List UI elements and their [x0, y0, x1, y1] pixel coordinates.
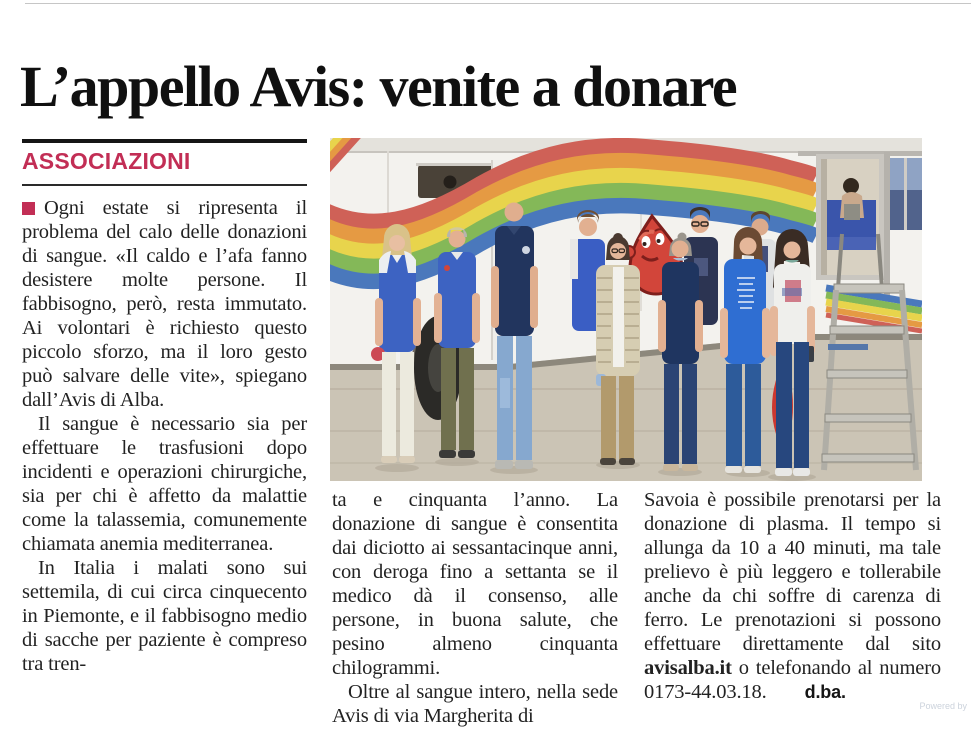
- paragraph: In Italia i malati sono sui settemila, di cui circa cinquecento in Piemonte, e il fabbisogno medio di sacche per paziente è compreso tra tren-: [22, 557, 307, 675]
- article-column-right: [644, 488, 941, 729]
- paragraph: Oltre al sangue intero, nella sede Avis di via Margherita di: [332, 681, 618, 727]
- paragraph: [644, 488, 941, 704]
- paragraph-text: Savoia è possibile prenotarsi per la donazione di plasma. Il tempo si allunga da 10 a 40 minuti, ma tale prelievo è più leggero e tollerabile anche da chi soffre di carenza di ferro. Le prenotazioni si possono effettuare direttamente dal sito: [644, 489, 941, 655]
- paragraph: ta e cinquanta l’anno. La donazione di sangue è consentita dai diciotto ai sessantacinque anni, con deroga fino a settanta se il medico dà il consenso, alle persone, in buona salute, che pesino almeno cinquanta chilogrammi.: [332, 489, 618, 679]
- article-column-middle: [332, 488, 618, 729]
- paragraph-text: Ogni estate si ripresenta il problema del calo delle donazioni di sangue. «Il caldo e l’afa fanno desistere molte persone. Il fabbisogno, però, resta immutato. Ai volontari è richiesto questo piccolo sforzo, ma il loro gesto può salvare delle vite», spiegano dall’Avis di Alba.: [22, 197, 307, 411]
- kicker-rule-bottom: [22, 184, 307, 186]
- article-column-left: [22, 196, 307, 729]
- paragraph-text: o telefonando al numero 0173-44.03.18.: [644, 657, 941, 703]
- kicker-rule-top: [22, 139, 307, 143]
- paragraph-bullet-square: [22, 202, 35, 215]
- page-title: L’appello Avis: venite a donare: [20, 53, 737, 119]
- article-photo: [330, 138, 922, 481]
- paragraph: Il sangue è necessario sia per effettuare le trasfusioni dopo incidenti e operazioni chirurgiche, sia per chi è affetto da malattie come la talassemia, comunemente chiamata anemia mediterranea.: [22, 413, 307, 555]
- website-mention: avisalba.it: [644, 657, 732, 679]
- author-byline: d.ba.: [804, 682, 846, 702]
- bus-window-right: [890, 158, 922, 230]
- paragraph: [22, 196, 307, 412]
- bus-doorway: [816, 152, 890, 298]
- section-kicker: ASSOCIAZIONI: [22, 148, 191, 174]
- powered-by-watermark: Powered by: [919, 701, 967, 711]
- top-hairline: [25, 3, 971, 4]
